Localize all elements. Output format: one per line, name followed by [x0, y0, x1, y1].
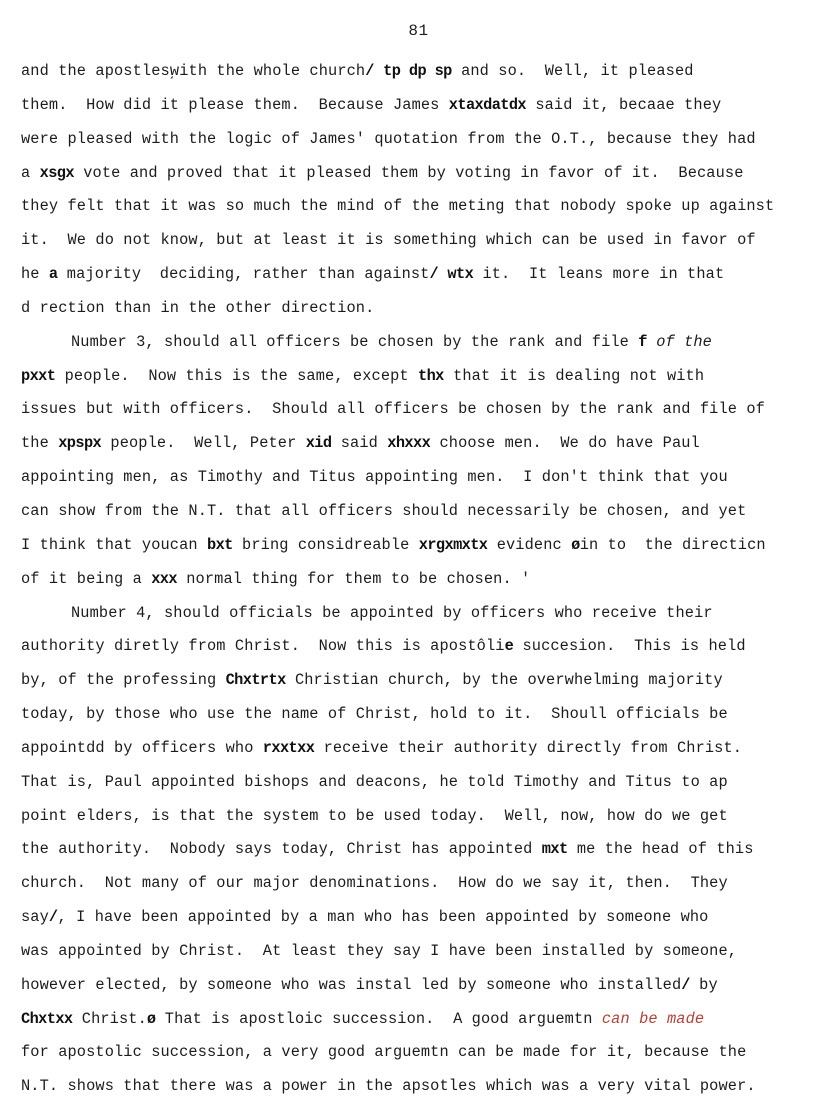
- text-segment: choose men. We do have Paul: [430, 434, 700, 453]
- struck-text: xsgx: [39, 163, 74, 182]
- struck-text: xhxxx: [387, 434, 431, 453]
- text-segment: it. It leans more in that: [473, 265, 725, 284]
- text-segment: the: [21, 434, 59, 453]
- text-segment: of it being a: [21, 569, 152, 588]
- struck-text: bxt: [207, 535, 233, 554]
- text-line: [21, 191, 833, 225]
- struck-text: e: [504, 637, 514, 656]
- text-line: [21, 259, 833, 293]
- struck-text: pxxt: [21, 366, 56, 385]
- text-line: [21, 801, 833, 835]
- text-segment: authority diretly from Christ. Now this is apostôli: [21, 637, 505, 656]
- text-segment: That is apostloic succession. A good arguemtn: [155, 1009, 602, 1028]
- text-line: [21, 699, 833, 733]
- text-segment: Number 4, should officials be appointed by officers who receive their: [71, 603, 713, 622]
- text-segment: point elders, is that the system to be used today. Well, now, how do we get: [21, 806, 728, 825]
- text-segment: for apostolic succession, a very good arguemtn can be made for it, because the: [21, 1043, 747, 1062]
- text-segment: normal thing for them to be chosen. ': [176, 569, 531, 588]
- text-segment: vote and proved that it pleased them by voting in favor of it. Because: [73, 163, 744, 182]
- text-segment: today, by those who use the name of Christ, hold to it. Shoull officials be: [21, 705, 728, 724]
- text-line: [21, 1037, 833, 1071]
- text-segment: [374, 62, 383, 80]
- typewritten-body: [21, 56, 833, 1105]
- text-line: [21, 225, 833, 259]
- text-segment: they felt that it was so much the mind of the meting that nobody spoke up against: [21, 197, 775, 216]
- text-segment: that it is dealing not with: [443, 366, 705, 385]
- text-line: [21, 1004, 833, 1038]
- text-segment: I think that youcan: [21, 535, 207, 554]
- text-segment: were pleased with the logic of James' quotation from the O.T., because they had: [21, 129, 756, 148]
- text-segment: people. Well, Peter: [101, 434, 306, 453]
- text-line: [21, 733, 833, 767]
- text-line: [21, 56, 833, 90]
- struck-text: rxxtxx: [262, 738, 315, 757]
- text-line: [21, 936, 833, 970]
- text-segment: with the whole church: [169, 62, 366, 80]
- text-line: [21, 530, 833, 564]
- text-segment: in to the directicn: [579, 535, 766, 554]
- annotated-text: can be made: [601, 1009, 705, 1028]
- strike-mark: ø: [146, 1009, 156, 1028]
- text-segment: succesion. This is held: [513, 637, 746, 656]
- text-line: [21, 868, 833, 902]
- text-segment: issues but with officers. Should all officers be chosen by the rank and file of: [21, 400, 765, 419]
- strike-mark: /: [429, 265, 439, 284]
- text-segment: it. We do not know, but at least it is something which can be used in favor of: [21, 231, 756, 250]
- strike-mark: /: [681, 975, 690, 994]
- text-segment: appointdd by officers who: [21, 738, 263, 757]
- page-number: 81: [408, 22, 429, 40]
- strike-mark: ø: [571, 535, 580, 554]
- text-segment: appointing men, as Timothy and Titus appointing men. I don't think that you: [21, 468, 728, 487]
- text-segment: Christ.: [72, 1009, 147, 1028]
- paragraph-start-line: [21, 598, 833, 632]
- text-line: [21, 665, 833, 699]
- text-line: [21, 1071, 833, 1105]
- text-segment: the authority. Nobody says today, Christ has appointed: [21, 840, 542, 859]
- text-line: [21, 834, 833, 868]
- text-segment: [438, 265, 447, 283]
- text-segment: can show from the N.T. that all officers should necessarily be chosen, and yet: [21, 501, 747, 520]
- text-line: [21, 361, 833, 395]
- text-segment: say: [21, 908, 49, 927]
- struck-text: mxt: [541, 840, 568, 859]
- struck-text: wtx: [447, 265, 474, 284]
- text-segment: me the head of this: [567, 840, 754, 859]
- struck-text: xxx: [151, 569, 177, 588]
- text-line: [21, 902, 833, 936]
- struck-text: Chxtrtx: [225, 671, 286, 690]
- struck-text: xpspx: [58, 434, 102, 453]
- text-segment: a: [21, 163, 40, 182]
- text-segment: he: [21, 265, 49, 284]
- text-segment: evidenc: [487, 535, 572, 554]
- inserted-text: of the: [656, 332, 712, 351]
- text-line: [21, 394, 833, 428]
- text-segment: and so. Well, it pleased: [451, 62, 694, 80]
- text-segment: and the apostles: [21, 62, 170, 80]
- text-segment: by, of the professing: [21, 671, 226, 690]
- text-line: [21, 564, 833, 598]
- text-segment: d rection than in the other direction.: [21, 298, 375, 317]
- struck-text: a: [48, 265, 58, 284]
- text-segment: bring considreable: [232, 535, 419, 554]
- text-line: [21, 158, 833, 192]
- text-segment: was appointed by Christ. At least they say I have been installed by someone,: [21, 941, 738, 960]
- paragraph-start-line: [21, 327, 833, 361]
- struck-text: xtaxdatdx: [448, 95, 527, 114]
- text-line: [21, 293, 833, 327]
- text-line: [21, 124, 833, 158]
- text-segment: Christian church, by the overwhelming majority: [285, 671, 723, 690]
- text-segment: , I have been appointed by a man who has been appointed by someone who: [57, 908, 709, 927]
- text-segment: Number 3, should all officers be chosen by the rank and file: [71, 332, 639, 351]
- struck-text: xrgxmxtx: [418, 535, 488, 554]
- struck-text: f: [638, 332, 647, 351]
- text-segment: majority deciding, rather than against: [57, 265, 430, 284]
- text-segment: them. How did it please them. Because James: [21, 95, 449, 114]
- text-line: [21, 767, 833, 801]
- text-line: [21, 631, 833, 665]
- text-segment: people. Now this is the same, except: [55, 366, 419, 385]
- text-segment: said it, becaae they: [526, 95, 722, 114]
- struck-text: Chxtxx: [21, 1009, 73, 1028]
- text-segment: however elected, by someone who was instal led by someone who installed: [21, 975, 682, 994]
- text-segment: church. Not many of our major denominations. How do we say it, then. They: [21, 874, 728, 893]
- text-line: [21, 970, 833, 1004]
- text-line: [21, 428, 833, 462]
- struck-text: xid: [305, 434, 332, 453]
- struck-text: tp dp sp: [383, 62, 452, 80]
- text-segment: said: [331, 434, 388, 453]
- strike-mark: /: [48, 908, 58, 927]
- text-line: [21, 462, 833, 496]
- text-segment: N.T. shows that there was a power in the apsotles which was a very vital power.: [21, 1077, 756, 1096]
- text-line: [21, 90, 833, 124]
- struck-text: thx: [418, 366, 444, 385]
- text-line: [21, 496, 833, 530]
- text-segment: [647, 333, 656, 351]
- text-segment: That is, Paul appointed bishops and deacons, he told Timothy and Titus to ap: [21, 772, 728, 791]
- strike-mark: /: [365, 62, 374, 80]
- text-segment: by: [689, 975, 718, 994]
- text-segment: receive their authority directly from Christ.: [314, 738, 743, 757]
